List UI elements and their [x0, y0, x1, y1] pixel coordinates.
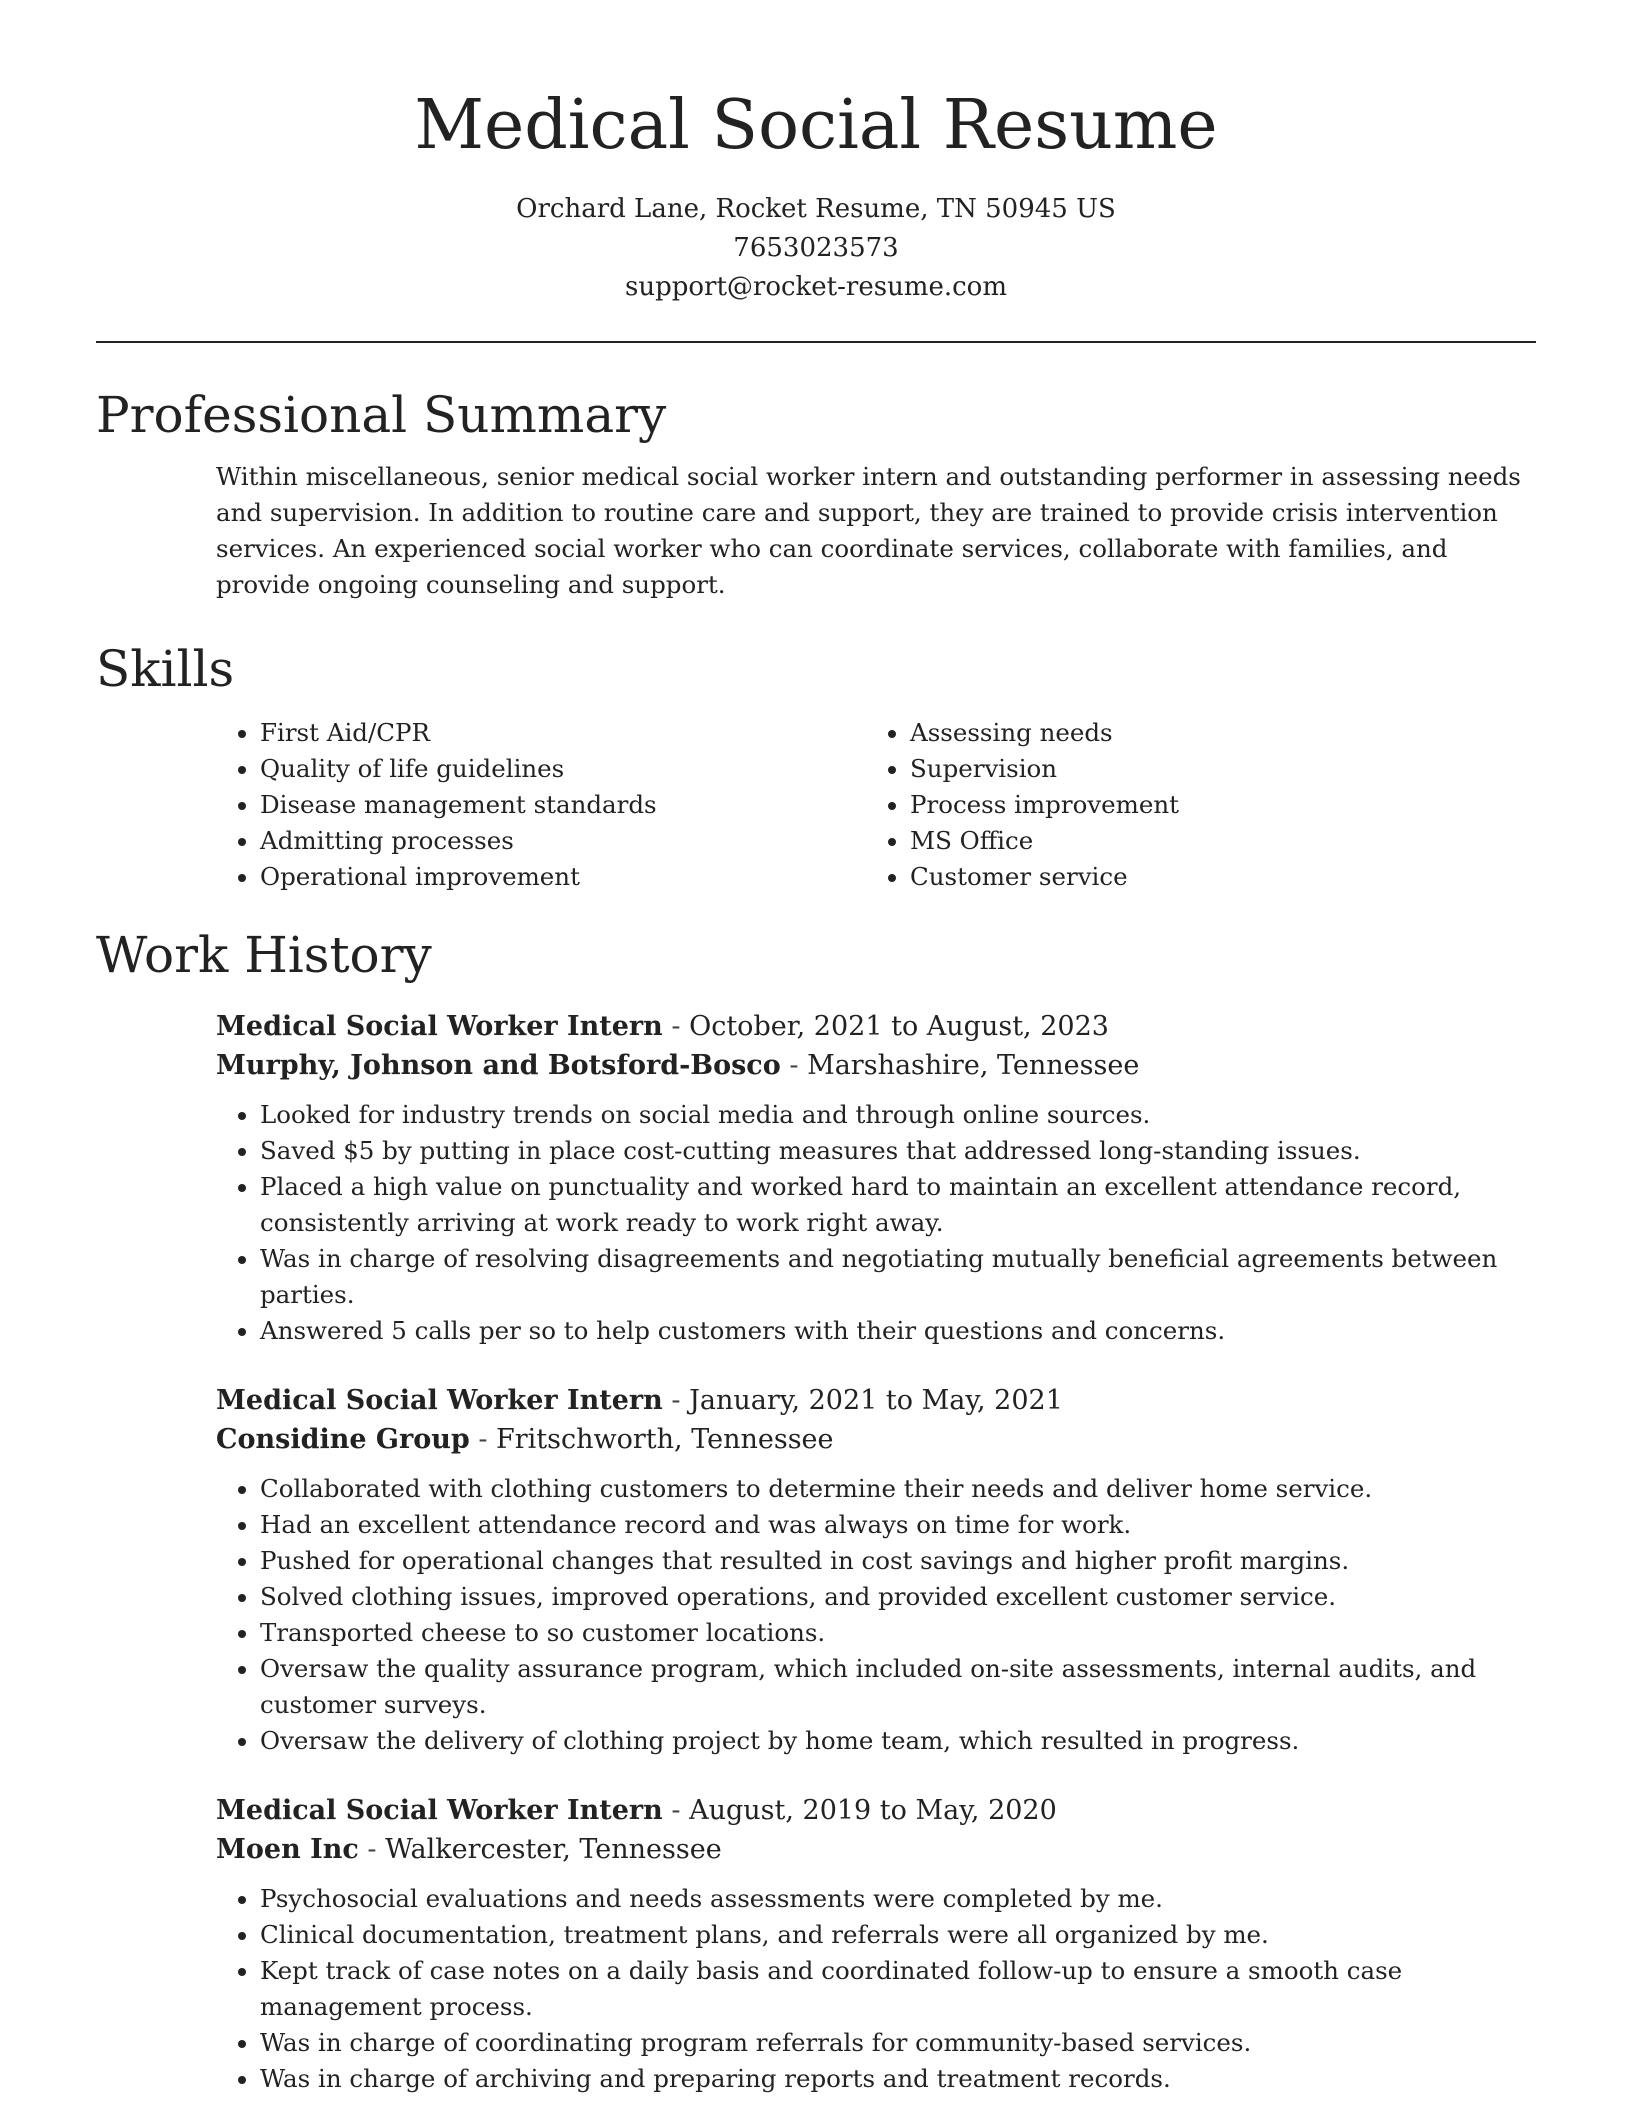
job-company: Murphy, Johnson and Botsford-Bosco: [216, 1050, 781, 1081]
job-bullet: • Answered 5 calls per so to help customers with their questions and concerns.: [260, 1313, 1536, 1349]
job-bullet: • Psychosocial evaluations and needs assessments were completed by me.: [260, 1881, 1536, 1917]
skill-item: • Operational improvement: [260, 859, 866, 895]
job-entry: [216, 1381, 1536, 1759]
job-location: Walkercester, Tennessee: [385, 1834, 722, 1865]
job-bullet: • Oversaw the delivery of clothing project by home team, which resulted in progress.: [260, 1723, 1536, 1759]
job-bullet: • Placed a high value on punctuality and worked hard to maintain an excellent attendance record, consistently arriving at work ready to work right away.: [260, 1169, 1536, 1241]
skill-item: • Disease management standards: [260, 787, 866, 823]
separator: -: [780, 1050, 808, 1081]
skill-item: • First Aid/CPR: [260, 715, 866, 751]
job-role: Medical Social Worker Intern: [216, 1385, 663, 1416]
contact-address: Orchard Lane, Rocket Resume, TN 50945 US: [516, 194, 1116, 224]
job-bullets: [216, 1097, 1536, 1349]
skills-column-left: [216, 715, 866, 895]
job-bullet: • Had an excellent attendance record and was always on time for work.: [260, 1507, 1536, 1543]
skill-item: • MS Office: [910, 823, 1516, 859]
job-bullet: • Oversaw the quality assurance program, which included on-site assessments, internal audits, and customer surveys.: [260, 1651, 1536, 1723]
job-dates: October, 2021 to August, 2023: [689, 1011, 1109, 1042]
skills-column-right: [866, 715, 1516, 895]
job-title-line: [216, 1007, 1536, 1046]
resume-page: [96, 0, 1536, 2097]
separator: -: [662, 1795, 690, 1826]
job-bullet: • Was in charge of resolving disagreements and negotiating mutually beneficial agreements between parties.: [260, 1241, 1536, 1313]
skill-item: • Process improvement: [910, 787, 1516, 823]
contact-phone: 7653023573: [733, 233, 899, 263]
job-dates: January, 2021 to May, 2021: [689, 1385, 1063, 1416]
job-bullet: • Saved $5 by putting in place cost-cutting measures that addressed long-standing issues.: [260, 1133, 1536, 1169]
resume-header: [96, 0, 1536, 307]
summary-heading: Professional Summary: [96, 386, 667, 444]
skill-item: • Supervision: [910, 751, 1516, 787]
skill-item: • Admitting processes: [260, 823, 866, 859]
job-role: Medical Social Worker Intern: [216, 1011, 663, 1042]
job-title-line: [216, 1381, 1536, 1420]
skill-item: • Assessing needs: [910, 715, 1516, 751]
skills-list: [216, 715, 1536, 895]
skills-heading: Skills: [96, 640, 235, 698]
job-bullets: [216, 1881, 1536, 2097]
job-bullet: • Transported cheese to so customer locations.: [260, 1615, 1536, 1651]
job-location: Marshashire, Tennessee: [807, 1050, 1140, 1081]
job-bullet: • Looked for industry trends on social media and through online sources.: [260, 1097, 1536, 1133]
job-role: Medical Social Worker Intern: [216, 1795, 663, 1826]
skill-item: • Quality of life guidelines: [260, 751, 866, 787]
job-title-line: [216, 1791, 1536, 1830]
job-dates: August, 2019 to May, 2020: [689, 1795, 1057, 1826]
summary-text: Within miscellaneous, senior medical social worker intern and outstanding performer in assessing needs and supervision. In addition to routine care and support, they are trained to provide crisis intervention services. An experienced social worker who can coordinate services, collaborate with families, and provide ongoing counseling and support.: [216, 462, 1521, 599]
separator: -: [662, 1011, 690, 1042]
work-history-heading: Work History: [96, 926, 432, 984]
job-entry: [216, 1007, 1536, 1349]
separator: -: [662, 1385, 690, 1416]
contact-email: support@rocket-resume.com: [624, 272, 1007, 302]
job-bullet: • Kept track of case notes on a daily basis and coordinated follow-up to ensure a smooth case management process.: [260, 1953, 1536, 2025]
job-bullets: [216, 1471, 1536, 1759]
job-company: Considine Group: [216, 1424, 470, 1455]
job-bullet: • Solved clothing issues, improved operations, and provided excellent customer service.: [260, 1579, 1536, 1615]
contact-block: [96, 190, 1536, 307]
resume-name: Medical Social Resume: [414, 86, 1218, 165]
job-location: Fritschworth, Tennessee: [496, 1424, 834, 1455]
job-bullet: • Was in charge of archiving and preparing reports and treatment records.: [260, 2061, 1536, 2097]
job-bullet: • Pushed for operational changes that resulted in cost savings and higher profit margins.: [260, 1543, 1536, 1579]
skill-item: • Customer service: [910, 859, 1516, 895]
job-company-line: [216, 1046, 1536, 1085]
job-company-line: [216, 1830, 1536, 1869]
job-company-line: [216, 1420, 1536, 1459]
job-entry: [216, 1791, 1536, 2097]
separator: -: [469, 1424, 497, 1455]
job-company: Moen Inc: [216, 1834, 359, 1865]
job-bullet: • Clinical documentation, treatment plans, and referrals were all organized by me.: [260, 1917, 1536, 1953]
separator: -: [358, 1834, 386, 1865]
job-bullet: • Was in charge of coordinating program referrals for community-based services.: [260, 2025, 1536, 2061]
header-divider: [96, 341, 1536, 343]
job-bullet: • Collaborated with clothing customers to determine their needs and deliver home service.: [260, 1471, 1536, 1507]
